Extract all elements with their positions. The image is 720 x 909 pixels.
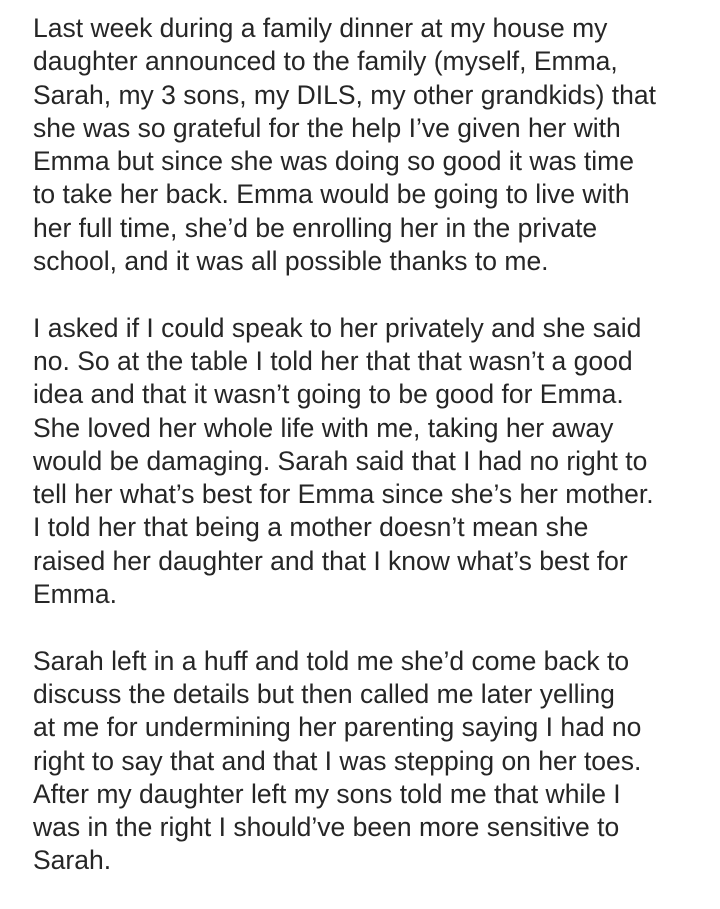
text-line: Sarah left in a huff and told me she’d come back to (33, 645, 630, 676)
paragraph-2 (33, 312, 693, 612)
text-line: daughter announced to the family (myself, Emma, (33, 46, 618, 77)
text-line: would be damaging. Sarah said that I had no right to (33, 445, 648, 476)
document-body (33, 12, 693, 878)
text-line: her full time, she’d be enrolling her in the private (33, 212, 598, 243)
paragraph-spacer (33, 611, 693, 644)
text-line: was in the right I should’ve been more sensitive to (33, 812, 620, 843)
text-line: at me for undermining her parenting saying I had no (33, 712, 642, 743)
text-line: tell her what’s best for Emma since she’s her mother. (33, 479, 654, 510)
text-line: She loved her whole life with me, taking her away (33, 412, 614, 443)
paragraph-1 (33, 12, 693, 278)
text-line: After my daughter left my sons told me that while I (33, 778, 621, 809)
text-line: Sarah. (33, 845, 112, 876)
text-line: to take her back. Emma would be going to live with (33, 179, 630, 210)
text-line: right to say that and that I was stepping on her toes. (33, 745, 642, 776)
text-line: Emma. (33, 579, 117, 610)
text-line: I told her that being a mother doesn’t mean she (33, 512, 589, 543)
text-line: Emma but since she was doing so good it was time (33, 146, 634, 177)
text-line: raised her daughter and that I know what’s best for (33, 545, 628, 576)
paragraph-3 (33, 645, 693, 878)
text-line: I asked if I could speak to her privately and she said (33, 312, 642, 343)
text-line: school, and it was all possible thanks to me. (33, 246, 549, 277)
text-line: discuss the details but then called me later yelling (33, 678, 615, 709)
text-line: Last week during a family dinner at my house my (33, 13, 608, 43)
text-line: she was so grateful for the help I’ve given her with (33, 112, 621, 143)
text-line: Sarah, my 3 sons, my DILS, my other grandkids) that (33, 79, 656, 110)
text-line: no. So at the table I told her that that wasn’t a good (33, 345, 633, 376)
paragraph-spacer (33, 278, 693, 311)
text-line: idea and that it wasn’t going to be good for Emma. (33, 379, 624, 410)
